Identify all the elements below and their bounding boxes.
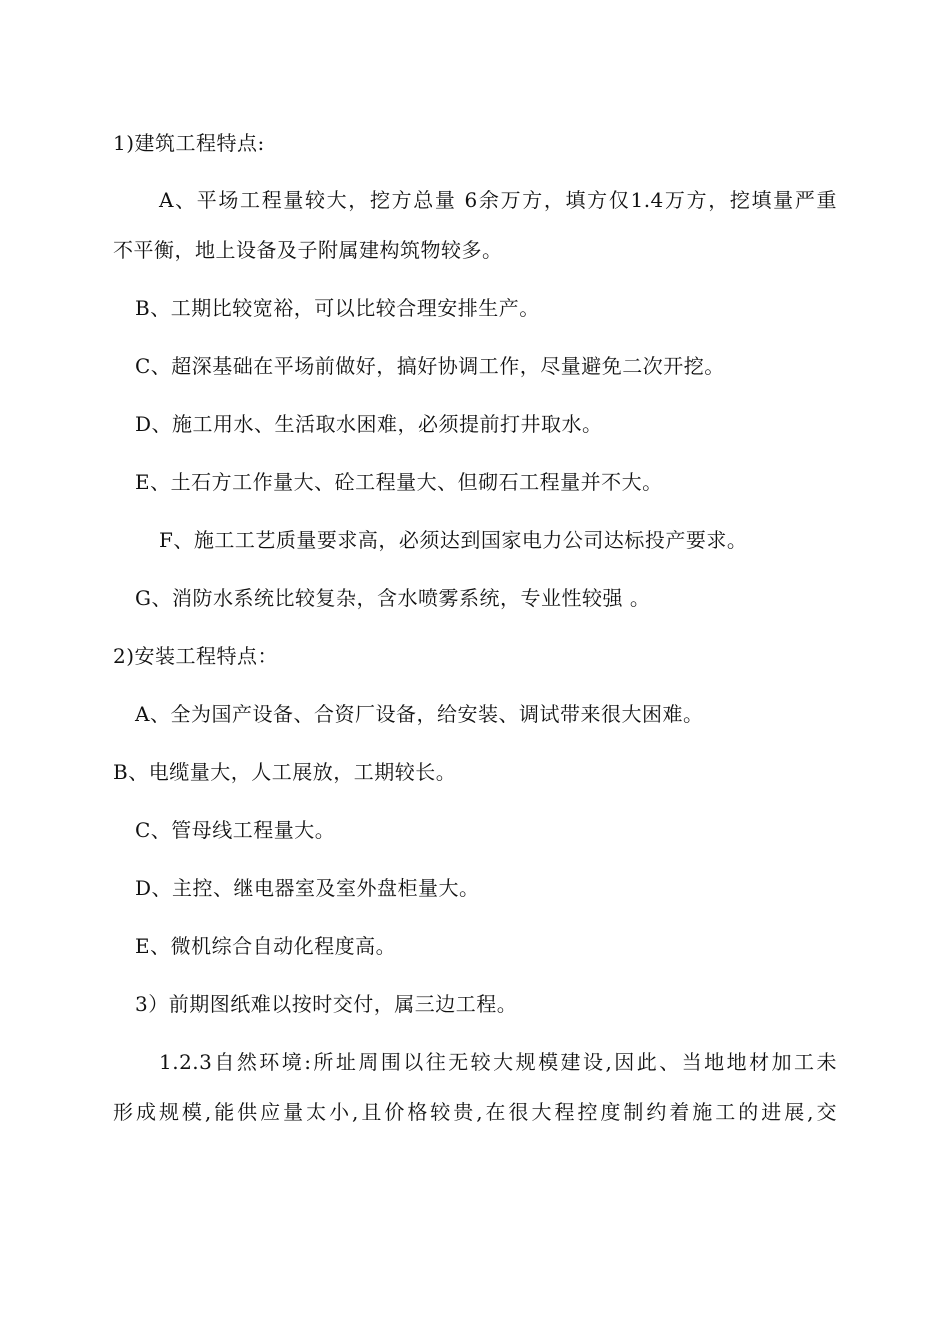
section4-line1: 1.2.3自然环境:所址周围以往无较大规模建设,因此、当地地材加工未	[159, 1050, 837, 1074]
section3-text: 3）前期图纸难以按时交付，属三边工程。	[135, 992, 518, 1016]
section2-item-d: D、主控、继电器室及室外盘柜量大。	[135, 876, 480, 900]
section1-item-b: B、工期比较宽裕，可以比较合理安排生产。	[135, 296, 540, 320]
section4-line2: 形成规模,能供应量太小,且价格较贵,在很大程控度制约着施工的进展,交	[113, 1100, 837, 1124]
section2-item-a: A、全为国产设备、合资厂设备，给安装、调试带来很大困难。	[135, 702, 704, 726]
section1-item-a-line2: 不平衡，地上设备及子附属建构筑物较多。	[113, 238, 503, 262]
section1-item-g: G、消防水系统比较复杂，含水喷雾系统，专业性较强 。	[135, 586, 651, 610]
section1-item-c: C、超深基础在平场前做好，搞好协调工作，尽量避免二次开挖。	[135, 354, 725, 378]
section2-item-b: B、电缆量大，人工展放，工期较长。	[113, 760, 457, 784]
section1-item-f: F、施工工艺质量要求高，必须达到国家电力公司达标投产要求。	[159, 528, 748, 552]
section1-heading: 1)建筑工程特点:	[113, 131, 265, 155]
section2-item-c: C、管母线工程量大。	[135, 818, 336, 842]
section1-item-d: D、施工用水、生活取水困难，必须提前打井取水。	[135, 412, 603, 436]
section1-item-e: E、土石方工作量大、砼工程量大、但砌石工程量并不大。	[135, 470, 663, 494]
section2-item-e: E、微机综合自动化程度高。	[135, 934, 397, 958]
section2-heading: 2)安装工程特点：	[113, 644, 279, 668]
section1-item-a-line1: A、平场工程量较大，挖方总量 6余万方，填方仅1.4万方，挖填量严重	[159, 188, 837, 212]
